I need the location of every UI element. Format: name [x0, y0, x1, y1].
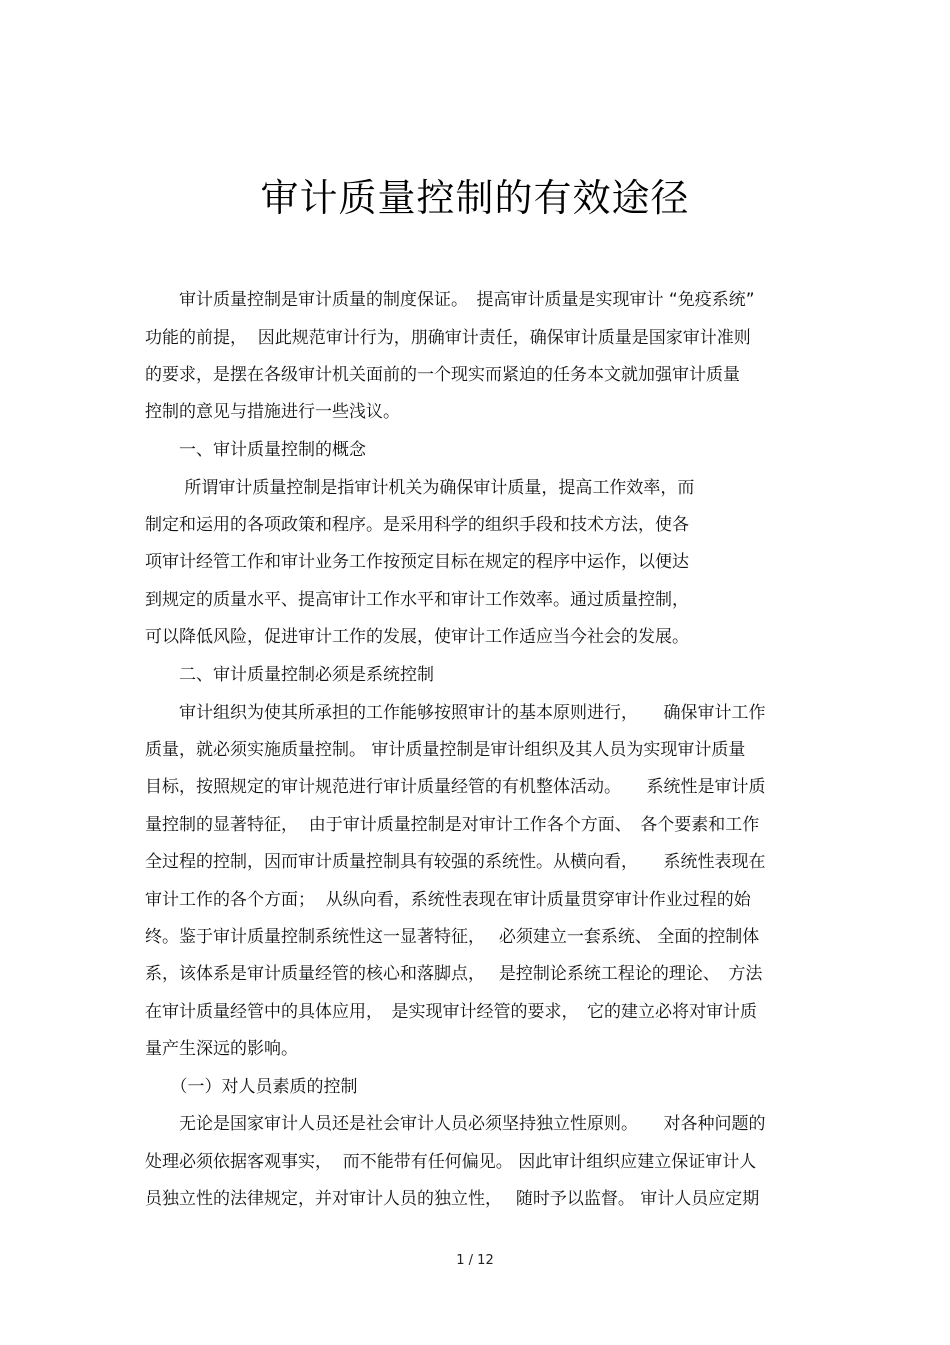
body-line: 项审计经管工作和审计业务工作按预定目标在规定的程序中运作，以便达 [145, 552, 689, 572]
section-heading: 一、审计质量控制的概念 [145, 440, 366, 460]
body-line: 系，该体系是审计质量经管的核心和落脚点， 是控制论系统工程论的理论、 方法 [145, 964, 763, 984]
section-heading: （一）对人员素质的控制 [145, 1077, 358, 1097]
body-line: 所谓审计质量控制是指审计机关为确保审计质量，提高工作效率，而 [145, 478, 695, 498]
section-heading: 二、审计质量控制必须是系统控制 [145, 665, 434, 685]
body-line: 全过程的控制，因而审计质量控制具有较强的系统性。从横向看， 系统性表现在 [145, 852, 766, 872]
body-line: 量控制的显著特征， 由于审计质量控制是对审计工作各个方面、 各个要素和工作 [145, 815, 760, 835]
body-line: 的要求，是摆在各级审计机关面前的一个现实而紧迫的任务本文就加强审计质量 [145, 365, 740, 385]
body-line: 终。鉴于审计质量控制系统性这一显著特征， 必须建立一套系统、 全面的控制体 [145, 927, 760, 947]
body-line: 可以降低风险，促进审计工作的发展，使审计工作适应当今社会的发展。 [145, 627, 689, 647]
body-line: 制定和运用的各项政策和程序。是采用科学的组织手段和技术方法，使各 [145, 515, 689, 535]
body-line: 审计质量控制是审计质量的制度保证。 提高审计质量是实现审计 “免疫系统” [145, 290, 755, 310]
body-line: 目标，按照规定的审计规范进行审计质量经管的有机整体活动。 系统性是审计质 [145, 777, 766, 797]
body-line: 功能的前提， 因此规范审计行为，朋确审计责任，确保审计质量是国家审计准则 [145, 328, 751, 348]
body-line: 控制的意见与措施进行一些浅议。 [145, 402, 400, 422]
body-line: 审计工作的各个方面； 从纵向看，系统性表现在审计质量贯穿审计作业过程的始 [145, 890, 751, 910]
document-title: 审计质量控制的有效途径 [260, 176, 690, 220]
body-line: 无论是国家审计人员还是社会审计人员必须坚持独立性原则。 对各种问题的 [145, 1114, 766, 1134]
body-line: 量产生深远的影响。 [145, 1039, 298, 1059]
body-line: 员独立性的法律规定，并对审计人员的独立性， 随时予以监督。 审计人员应定期 [145, 1189, 760, 1209]
body-line: 质量，就必须实施质量控制。 审计质量控制是审计组织及其人员为实现审计质量 [145, 740, 746, 760]
body-line: 在审计质量经管中的具体应用， 是实现审计经管的要求， 它的建立必将对审计质 [145, 1002, 757, 1022]
page-number: 1 / 12 [456, 1253, 494, 1268]
body-line: 审计组织为使其所承担的工作能够按照审计的基本原则进行， 确保审计工作 [145, 703, 766, 723]
body-line: 处理必须依据客观事实， 而不能带有任何偏见。 因此审计组织应建立保证审计人 [145, 1152, 757, 1172]
body-line: 到规定的质量水平、提高审计工作水平和审计工作效率。通过质量控制， [145, 590, 689, 610]
